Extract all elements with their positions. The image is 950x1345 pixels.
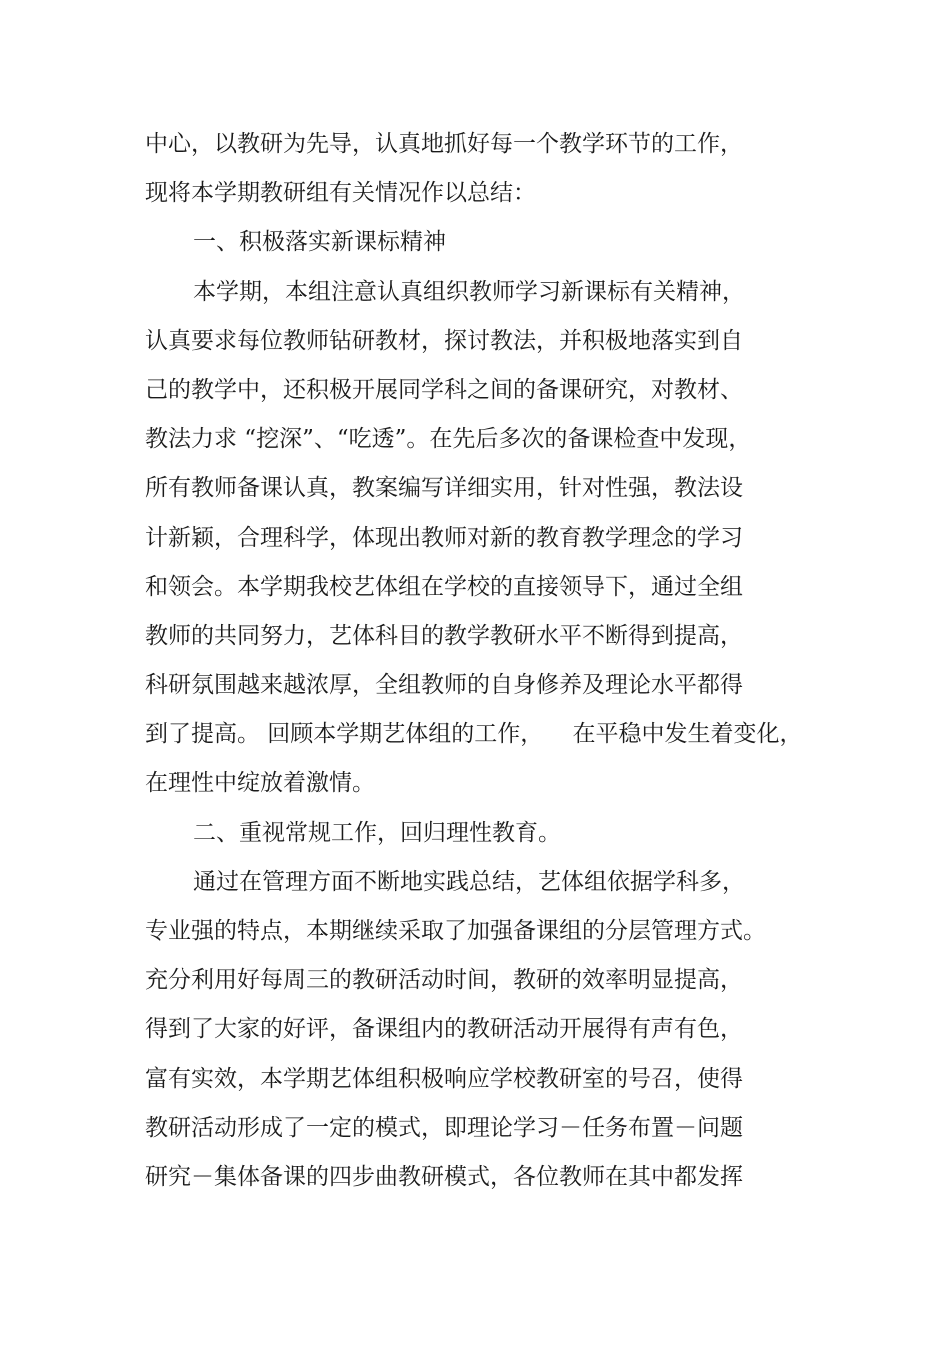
text-line: 所有教师备课认真，教案编写详细实用，针对性强，教法设 (145, 475, 743, 502)
text-line: 富有实效，本学期艺体组积极响应学校教研室的号召，使得 (145, 1065, 743, 1092)
text-line: 科研氛围越来越浓厚，全组教师的自身修养及理论水平都得 (145, 672, 743, 699)
text-line: 得到了大家的好评，备课组内的教研活动开展得有声有色， (145, 1016, 743, 1043)
text-line: 在理性中绽放着激情。 (145, 770, 375, 797)
body-text (145, 120, 805, 1202)
text-line: 到了提高。 回顾本学期艺体组的工作， 在平稳中发生着变化， (145, 721, 803, 748)
text-line: 充分利用好每周三的教研活动时间，教研的效率明显提高， (145, 967, 743, 994)
text-line: 研究－集体备课的四步曲教研模式，各位教师在其中都发挥 (145, 1163, 743, 1190)
text-line: 专业强的特点，本期继续采取了加强备课组的分层管理方式。 (145, 918, 766, 944)
text-line: 认真要求每位教师钻研教材，探讨教法，并积极地落实到自 (145, 327, 743, 354)
paragraph-start-line: 本学期，本组注意认真组织教师学习新课标有关精神， (193, 278, 745, 305)
paragraph-start-line: 二、重视常规工作，回归理性教育。 (193, 819, 561, 846)
text-line: 计新颖，合理科学，体现出教师对新的教育教学理念的学习 (145, 524, 743, 551)
text-line: 中心，以教研为先导，认真地抓好每一个教学环节的工作， (145, 131, 743, 157)
text-line: 教师的共同努力，艺体科目的教学教研水平不断得到提高， (145, 622, 743, 649)
paragraph-start-line: 一、积极落实新课标精神 (193, 229, 446, 256)
text-line: 现将本学期教研组有关情况作以总结： (145, 180, 536, 207)
text-line: 己的教学中，还积极开展同学科之间的备课研究，对教材、 (145, 376, 743, 403)
text-line: 和领会。本学期我校艺体组在学校的直接领导下，通过全组 (145, 573, 743, 600)
text-line: 教法力求 “挖深”、“吃透”。在先后多次的备课检查中发现， (145, 426, 752, 453)
paragraph-start-line: 通过在管理方面不断地实践总结，艺体组依据学科多， (193, 868, 745, 895)
text-line: 教研活动形成了一定的模式，即理论学习－任务布置－问题 (145, 1114, 743, 1141)
